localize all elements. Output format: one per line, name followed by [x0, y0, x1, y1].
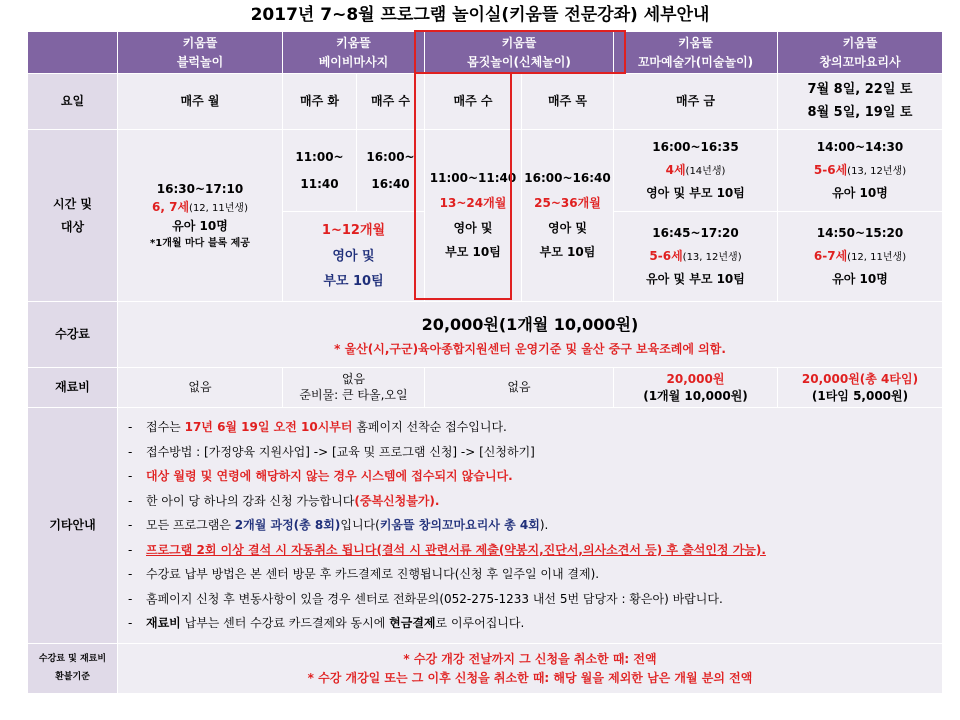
day-baby-b: 매주 수 [357, 74, 425, 130]
art-session-1: 16:00~16:35 4세(14년생) 영아 및 부모 10팀 [614, 130, 778, 212]
header-art: 키움뜰 꼬마예술가(미술놀이) [614, 32, 778, 74]
day-art: 매주 금 [614, 74, 778, 130]
etc-notes [118, 408, 943, 644]
refund-row [28, 644, 943, 694]
material-body: 없음 [425, 368, 614, 408]
note-item: - 한 아이 당 하나의 강좌 신청 가능합니다(중복신청불가). [128, 493, 440, 508]
header-corner [28, 32, 118, 74]
note-item: - 접수는 17년 6월 19일 오전 10시부터 홈페이지 선착순 접수입니다. [128, 420, 507, 435]
block-schedule: 16:30~17:10 6, 7세(12, 11년생) 유아 10명 *1개월 마다 블록 제공 [118, 130, 283, 302]
material-baby: 없음 준비물: 큰 타올,오일 [283, 368, 425, 408]
etc-row [28, 408, 943, 644]
highlight-box-body-column [414, 72, 512, 300]
day-body-a: 매주 수 [425, 74, 522, 130]
note-item: - 프로그램 2회 이상 결석 시 자동취소 됩니다(결석 시 관련서류 제출(약봉지,진단서,의사소견서 등) 후 출석인정 가능). [128, 542, 766, 557]
baby-a-time: 11:00~ 11:40 [283, 130, 357, 212]
label-refund: 수강료 및 재료비 환불기준 [28, 644, 118, 694]
page-title: 2017년 7~8월 프로그램 놀이실(키움뜰 전문강좌) 세부안내 [250, 5, 710, 25]
label-day: 요일 [28, 74, 118, 130]
label-time: 시간 및 대상 [28, 130, 118, 302]
day-block: 매주 월 [118, 74, 283, 130]
note-item: - 재료비 납부는 센터 수강료 카드결제와 동시에 현금결제로 이루어집니다. [128, 616, 525, 631]
day-cook: 7월 8일, 22일 토 8월 5일, 19일 토 [778, 74, 943, 130]
note-item: - 접수방법 : [가정양육 지원사업] -> [교육 및 프로그램 신청] -> [신청하기] [128, 444, 535, 459]
note-item: - 모든 프로그램은 2개월 과정(총 8회)입니다(키움뜰 창의꼬마요리사 총 4회). [128, 518, 549, 533]
body-b-schedule: 16:00~16:40 25~36개월 영아 및 부모 10팀 [522, 130, 614, 302]
refund-cell: * 수강 개강 전날까지 그 신청을 취소한 때: 전액 * 수강 개강일 또는 그 이후 신청을 취소한 때: 해당 월을 제외한 남은 개월 분의 전액 [118, 644, 943, 694]
fee-cell: 20,000원(1개월 10,000원) * 울산(시,구군)육아종합지원센터 운영기준 및 울산 중구 보육조례에 의함. [118, 302, 943, 368]
material-row [28, 368, 943, 408]
cook-session-1: 14:00~14:30 5-6세(13, 12년생) 유아 10명 [778, 130, 943, 212]
label-etc: 기타안내 [28, 408, 118, 644]
art-session-2: 16:45~17:20 5-6세(13, 12년생) 유아 및 부모 10팀 [614, 212, 778, 302]
label-fee: 수강료 [28, 302, 118, 368]
day-baby-a: 매주 화 [283, 74, 357, 130]
note-item: - 대상 월령 및 연령에 해당하지 않는 경우 시스템에 접수되지 않습니다. [128, 469, 513, 484]
label-material: 재료비 [28, 368, 118, 408]
baby-target: 1~12개월 영아 및 부모 10팀 [283, 212, 425, 302]
cook-session-2: 14:50~15:20 6-7세(12, 11년생) 유아 10명 [778, 212, 943, 302]
header-cook: 키움뜰 창의꼬마요리사 [778, 32, 943, 74]
highlight-box-header [414, 30, 626, 74]
header-baby: 키움뜰 베이비마사지 [283, 32, 425, 74]
material-block: 없음 [118, 368, 283, 408]
header-body: 키움뜰 몸짓놀이(신체놀이) [425, 32, 614, 74]
day-body-b: 매주 목 [522, 74, 614, 130]
header-block: 키움뜰 블럭놀이 [118, 32, 283, 74]
material-cook: 20,000원(총 4타임) (1타임 5,000원) [778, 368, 943, 408]
baby-b-time: 16:00~ 16:40 [357, 130, 425, 212]
note-item: - 수강료 납부 방법은 본 센터 방문 후 카드결제로 진행됩니다(신청 후 일주일 이내 결제). [128, 567, 600, 582]
body-a-schedule: 11:00~11:40 13~24개월 영아 및 부모 10팀 [425, 130, 522, 302]
material-art: 20,000원 (1개월 10,000원) [614, 368, 778, 408]
note-item: - 홈페이지 신청 후 변동사항이 있을 경우 센터로 전화문의(052-275-1233 내선 5번 담당자 : 황은아) 바랍니다. [128, 591, 723, 606]
fee-row [28, 302, 943, 368]
